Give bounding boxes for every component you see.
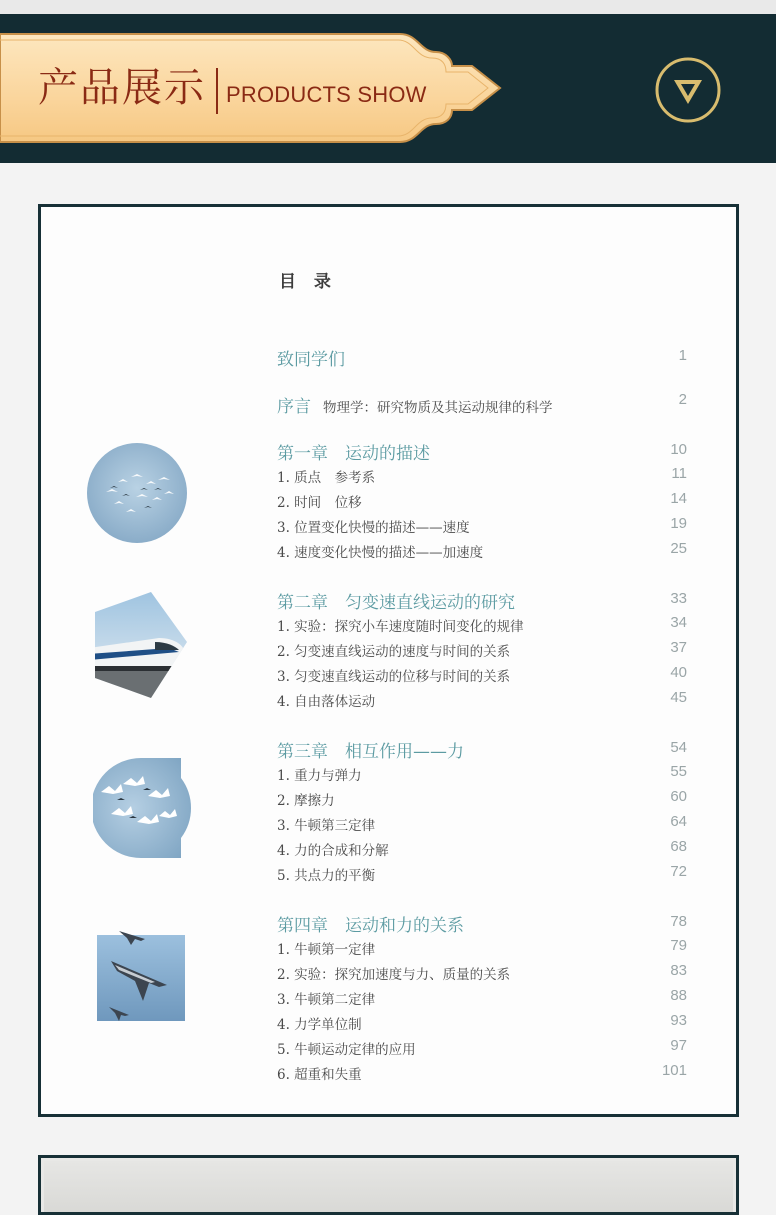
maglev-train-image [89, 590, 189, 700]
banner-title-en: PRODUCTS SHOW [226, 82, 427, 107]
section-page: 68 [670, 838, 687, 855]
toc-section[interactable] [277, 662, 687, 686]
chapter-title: 第一章 运动的描述 [277, 444, 430, 464]
chapter-page: 10 [670, 441, 687, 458]
toc-section[interactable] [277, 637, 687, 661]
section-page: 19 [670, 515, 687, 532]
toc-section[interactable] [277, 861, 687, 885]
section-label: 2. 摩擦力 [277, 793, 335, 809]
toc-section[interactable] [277, 836, 687, 860]
preface-head: 序言 [277, 397, 311, 417]
section-page: 40 [670, 664, 687, 681]
section-page: 72 [670, 863, 687, 880]
section-label: 4. 力的合成和分解 [277, 843, 389, 859]
chapter-page: 54 [670, 739, 687, 756]
section-label: 4. 速度变化快慢的描述——加速度 [277, 545, 484, 561]
section-label: 2. 匀变速直线运动的速度与时间的关系 [277, 644, 511, 660]
section-page: 11 [671, 465, 687, 482]
section-page: 101 [661, 1062, 687, 1079]
cranes-flying-circle-image [93, 756, 193, 860]
chapter-2-heading[interactable] [277, 588, 687, 612]
section-label: 3. 牛顿第二定律 [277, 992, 376, 1008]
birds-flock-circle-image [86, 442, 188, 544]
banner-title-cn: 产品展示 [38, 65, 206, 111]
toc-entry-preface[interactable] [277, 389, 687, 417]
section-page: 55 [670, 763, 687, 780]
preface-text: 物理学：研究物质及其运动规律的科学 [323, 400, 553, 416]
next-page-preview [38, 1155, 739, 1215]
toc-section[interactable] [277, 612, 687, 636]
toc-section[interactable] [277, 761, 687, 785]
entry-label: 致同学们 [277, 350, 345, 370]
toc-section[interactable] [277, 935, 687, 959]
entry-page: 1 [678, 347, 687, 364]
section-label: 4. 力学单位制 [277, 1017, 362, 1033]
chapter-title: 第三章 相互作用——力 [277, 742, 464, 762]
chapter-title: 第四章 运动和力的关系 [277, 916, 464, 936]
section-label: 5. 牛顿运动定律的应用 [277, 1042, 416, 1058]
section-page: 83 [670, 962, 687, 979]
toc-section[interactable] [277, 538, 687, 562]
section-label: 3. 牛顿第三定律 [277, 818, 376, 834]
section-page: 64 [670, 813, 687, 830]
chapter-1-heading[interactable] [277, 439, 687, 463]
section-page: 88 [670, 987, 687, 1004]
chapter-3-heading[interactable] [277, 737, 687, 761]
toc-heading: 目 录 [279, 272, 337, 292]
chapter-page: 33 [670, 590, 687, 607]
chapter-title: 第二章 匀变速直线运动的研究 [277, 593, 515, 613]
toc-section[interactable] [277, 1035, 687, 1059]
chevron-down-icon [654, 56, 722, 124]
section-page: 37 [670, 639, 687, 656]
next-page-shade [44, 1161, 733, 1212]
entry-page: 2 [678, 391, 687, 408]
section-page: 93 [670, 1012, 687, 1029]
section-label: 4. 自由落体运动 [277, 694, 376, 710]
entry-label [277, 392, 553, 417]
section-page: 14 [670, 490, 687, 507]
toc-section[interactable] [277, 811, 687, 835]
section-label: 5. 共点力的平衡 [277, 868, 376, 884]
section-page: 34 [670, 614, 687, 631]
toc-section[interactable] [277, 786, 687, 810]
toc-section[interactable] [277, 1060, 687, 1084]
chapter-4-heading[interactable] [277, 911, 687, 935]
toc-section[interactable] [277, 960, 687, 984]
section-label: 6. 超重和失重 [277, 1067, 362, 1083]
section-page: 97 [670, 1037, 687, 1054]
section-label: 2. 实验：探究加速度与力、质量的关系 [277, 967, 511, 983]
section-label: 1. 牛顿第一定律 [277, 942, 376, 958]
toc-section[interactable] [277, 1010, 687, 1034]
toc-page [38, 204, 739, 1117]
title-separator [216, 68, 218, 114]
section-label: 1. 实验：探究小车速度随时间变化的规律 [277, 619, 524, 635]
fighter-jets-image [95, 925, 187, 1025]
section-page: 60 [670, 788, 687, 805]
chapter-page: 78 [670, 913, 687, 930]
section-page: 25 [670, 540, 687, 557]
section-label: 1. 重力与弹力 [277, 768, 362, 784]
section-label: 1. 质点 参考系 [277, 470, 376, 486]
toc-section[interactable] [277, 985, 687, 1009]
toc-section[interactable] [277, 463, 687, 487]
toc-entry-letter[interactable] [277, 345, 687, 369]
toc-section[interactable] [277, 513, 687, 537]
chevron-down-button[interactable] [654, 56, 722, 124]
section-page: 45 [670, 689, 687, 706]
section-label: 3. 匀变速直线运动的位移与时间的关系 [277, 669, 511, 685]
toc-section[interactable] [277, 488, 687, 512]
section-label: 3. 位置变化快慢的描述——速度 [277, 520, 470, 536]
toc-section[interactable] [277, 687, 687, 711]
section-label: 2. 时间 位移 [277, 495, 362, 511]
section-page: 79 [670, 937, 687, 954]
products-show-banner [0, 0, 776, 163]
